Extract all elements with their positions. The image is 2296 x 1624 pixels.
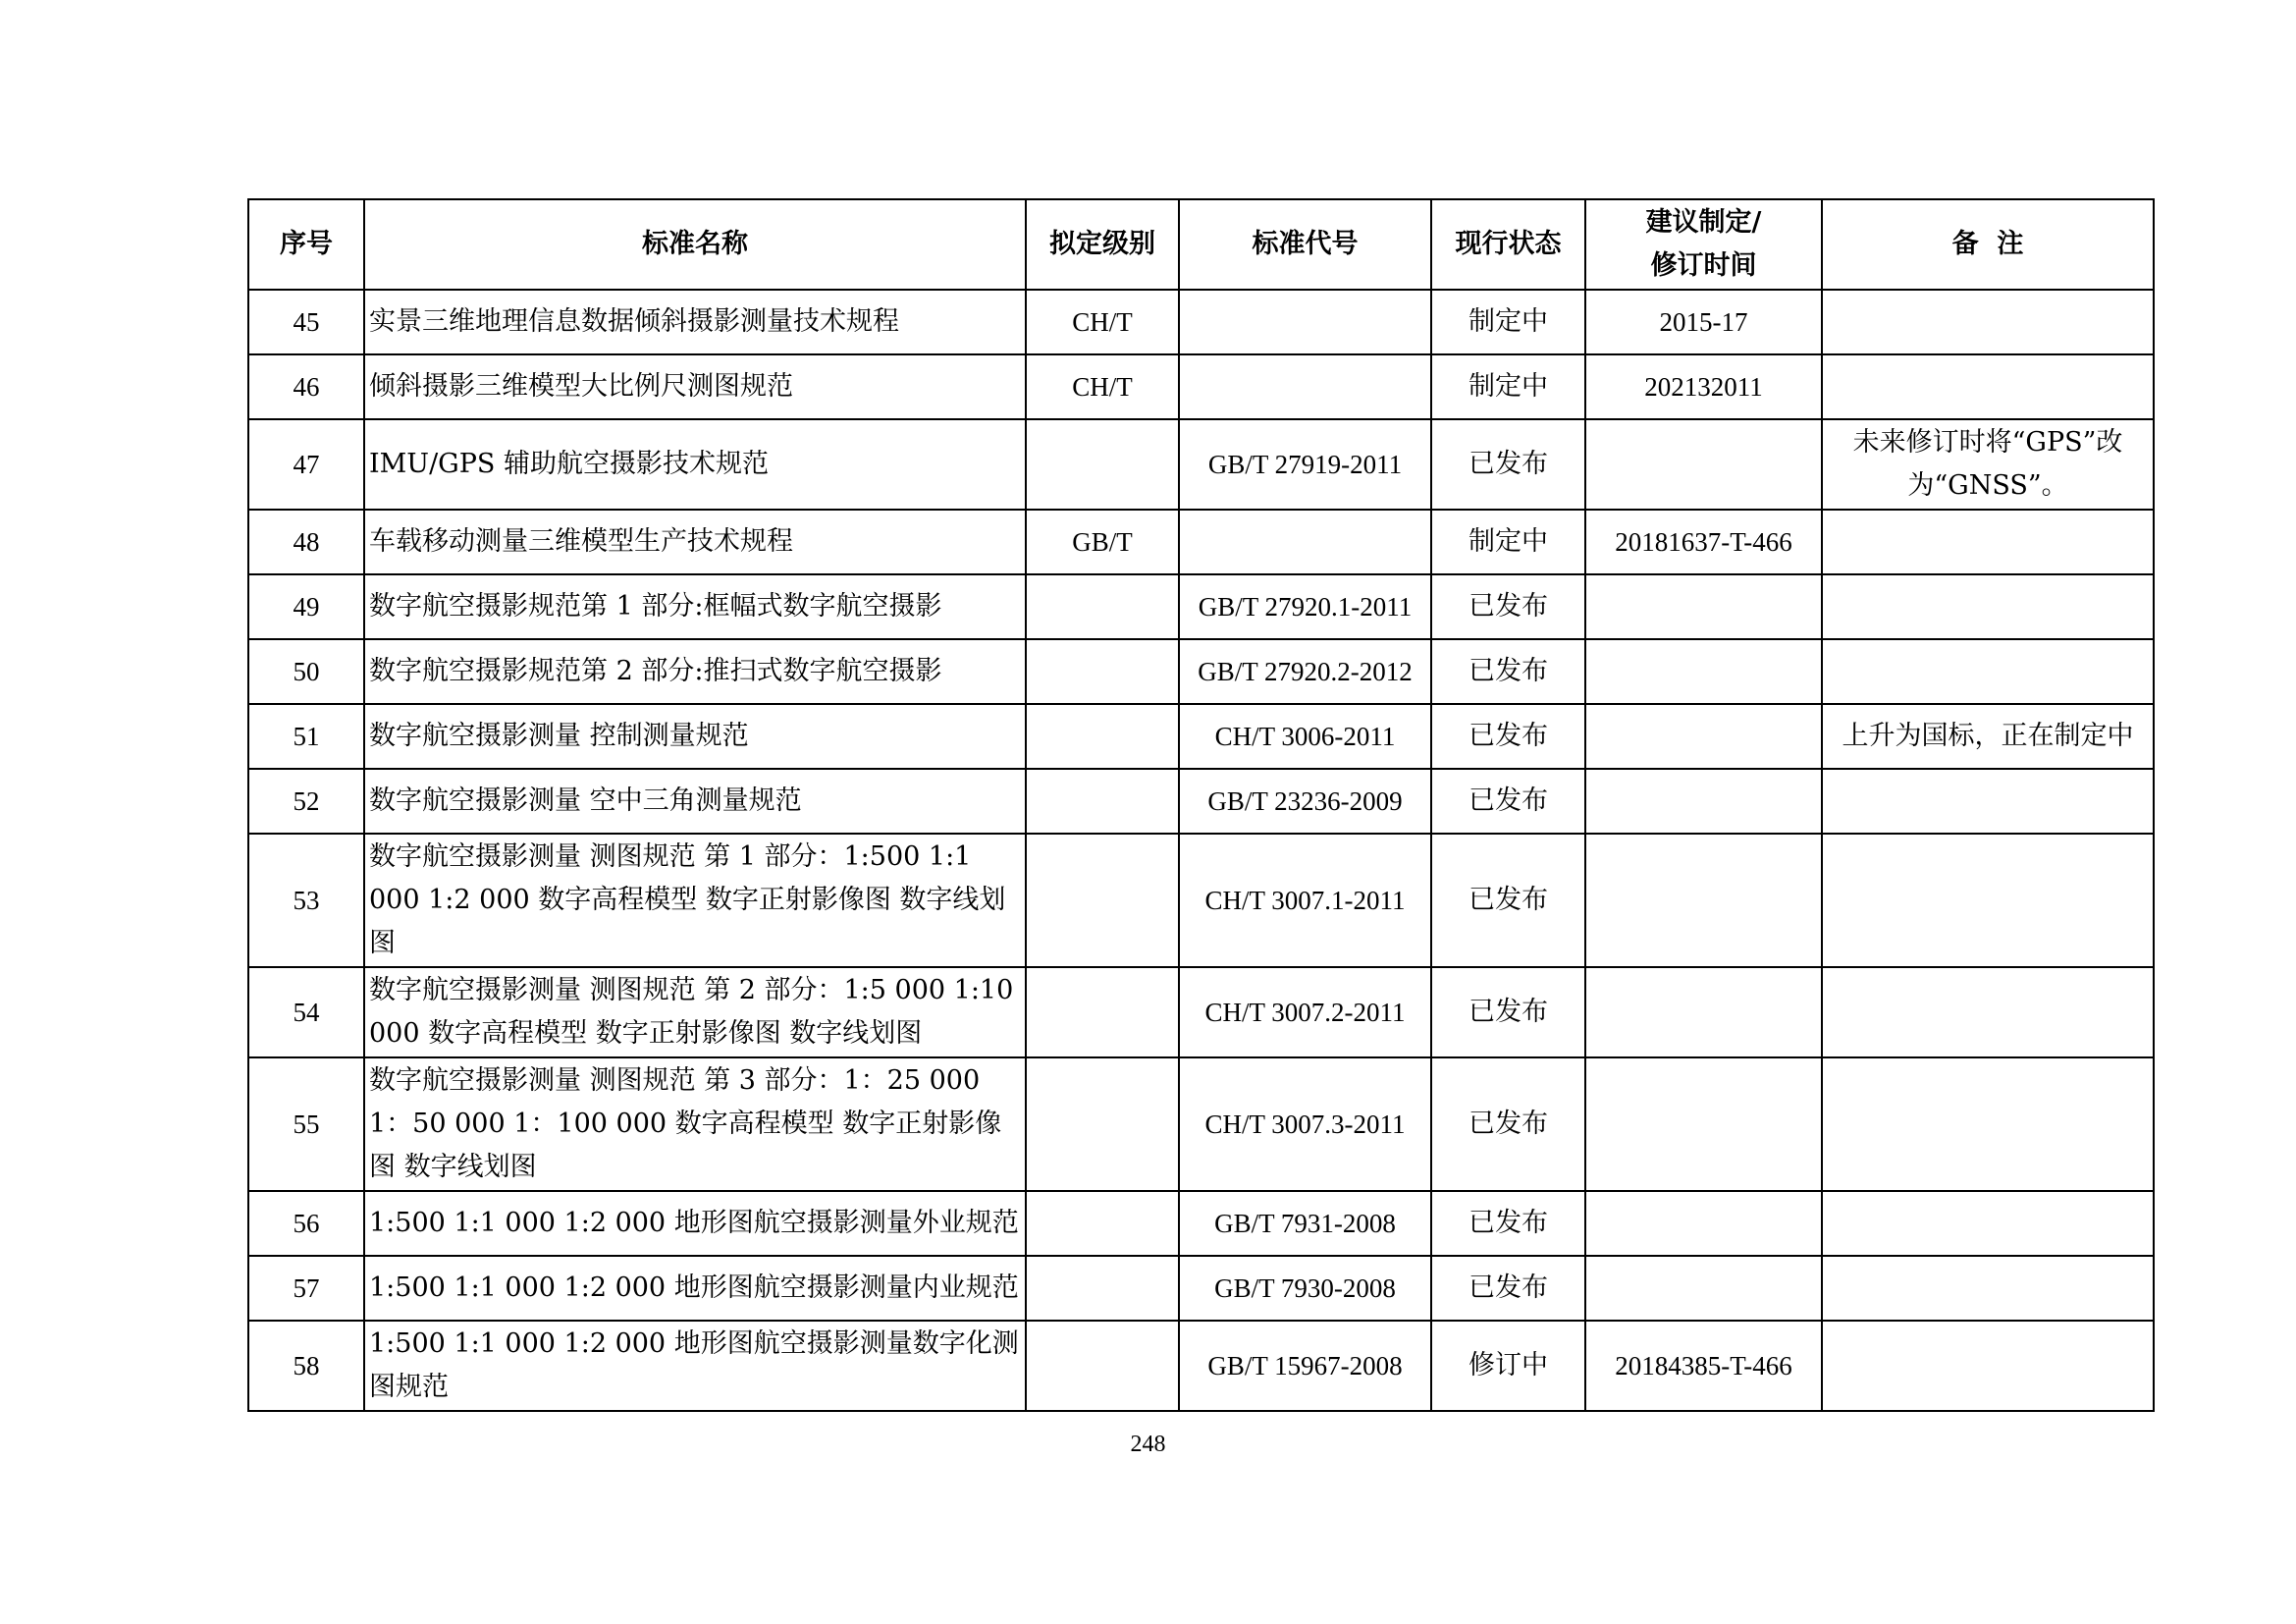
revision-time-cell: [1585, 419, 1822, 510]
table-row: [248, 1256, 2154, 1321]
revision-time-cell: [1585, 834, 1822, 967]
remark-cell: [1822, 290, 2154, 354]
row-number-cell: 55: [248, 1057, 364, 1191]
standard-code-cell: GB/T 27920.1-2011: [1179, 574, 1431, 639]
table-row: [248, 510, 2154, 574]
remark-cell: [1822, 574, 2154, 639]
revision-time-cell: 2015-17: [1585, 290, 1822, 354]
standards-table: [247, 198, 2155, 1412]
standard-level-cell: CH/T: [1026, 290, 1179, 354]
standard-name-cell: 数字航空摄影测量 测图规范 第 2 部分：1:5 000 1:10 000 数字高程模型 数字正射影像图 数字线划图: [364, 967, 1026, 1057]
remark-cell: 上升为国标，正在制定中: [1822, 704, 2154, 769]
row-number-cell: 50: [248, 639, 364, 704]
standard-level-cell: GB/T: [1026, 510, 1179, 574]
header-remark: 备 注: [1822, 199, 2154, 290]
remark-cell: 未来修订时将“GPS”改为“GNSS”。: [1822, 419, 2154, 510]
row-number-cell: 54: [248, 967, 364, 1057]
current-status-cell: 已发布: [1431, 419, 1585, 510]
table-body: [248, 290, 2154, 1411]
remark-cell: [1822, 1321, 2154, 1411]
current-status-cell: 已发布: [1431, 834, 1585, 967]
remark-cell: [1822, 967, 2154, 1057]
row-number-cell: 45: [248, 290, 364, 354]
row-number-cell: 58: [248, 1321, 364, 1411]
header-name: 标准名称: [364, 199, 1026, 290]
row-number-cell: 51: [248, 704, 364, 769]
standard-name-cell: 数字航空摄影测量 测图规范 第 3 部分：1：25 000 1：50 000 1：100 000 数字高程模型 数字正射影像图 数字线划图: [364, 1057, 1026, 1191]
header-time-line2: 修订时间: [1650, 250, 1757, 281]
table-row: [248, 967, 2154, 1057]
revision-time-cell: 20184385-T-466: [1585, 1321, 1822, 1411]
standard-level-cell: [1026, 1191, 1179, 1256]
revision-time-cell: [1585, 1191, 1822, 1256]
row-number-cell: 48: [248, 510, 364, 574]
remark-cell: [1822, 639, 2154, 704]
standard-level-cell: [1026, 1057, 1179, 1191]
current-status-cell: 制定中: [1431, 290, 1585, 354]
standard-code-cell: GB/T 27919-2011: [1179, 419, 1431, 510]
row-number-cell: 52: [248, 769, 364, 834]
table-row: [248, 1057, 2154, 1191]
standard-name-cell: 实景三维地理信息数据倾斜摄影测量技术规程: [364, 290, 1026, 354]
table-header-row: [248, 199, 2154, 290]
remark-cell: [1822, 769, 2154, 834]
current-status-cell: 已发布: [1431, 704, 1585, 769]
standard-level-cell: [1026, 1256, 1179, 1321]
standard-name-cell: 数字航空摄影测量 控制测量规范: [364, 704, 1026, 769]
table-row: [248, 1191, 2154, 1256]
standard-name-cell: 数字航空摄影规范第 1 部分:框幅式数字航空摄影: [364, 574, 1026, 639]
standard-code-cell: CH/T 3007.1-2011: [1179, 834, 1431, 967]
revision-time-cell: [1585, 1256, 1822, 1321]
header-time: [1585, 199, 1822, 290]
standard-code-cell: CH/T 3007.3-2011: [1179, 1057, 1431, 1191]
standard-level-cell: [1026, 704, 1179, 769]
revision-time-cell: 20181637-T-466: [1585, 510, 1822, 574]
table-row: [248, 769, 2154, 834]
standard-code-cell: GB/T 7930-2008: [1179, 1256, 1431, 1321]
standard-code-cell: [1179, 354, 1431, 419]
page-number: 248: [1130, 1432, 1166, 1457]
revision-time-cell: [1585, 639, 1822, 704]
standard-code-cell: CH/T 3007.2-2011: [1179, 967, 1431, 1057]
row-number-cell: 56: [248, 1191, 364, 1256]
header-level: 拟定级别: [1026, 199, 1179, 290]
remark-cell: [1822, 1256, 2154, 1321]
table-row: [248, 639, 2154, 704]
current-status-cell: 制定中: [1431, 354, 1585, 419]
standard-code-cell: CH/T 3006-2011: [1179, 704, 1431, 769]
standard-name-cell: 数字航空摄影测量 测图规范 第 1 部分：1:500 1:1 000 1:2 000 数字高程模型 数字正射影像图 数字线划图: [364, 834, 1026, 967]
standard-name-cell: 数字航空摄影规范第 2 部分:推扫式数字航空摄影: [364, 639, 1026, 704]
standard-code-cell: [1179, 290, 1431, 354]
current-status-cell: 已发布: [1431, 769, 1585, 834]
remark-cell: [1822, 510, 2154, 574]
current-status-cell: 修订中: [1431, 1321, 1585, 1411]
remark-cell: [1822, 1057, 2154, 1191]
current-status-cell: 已发布: [1431, 639, 1585, 704]
remark-cell: [1822, 834, 2154, 967]
standard-level-cell: [1026, 967, 1179, 1057]
row-number-cell: 49: [248, 574, 364, 639]
table-row: [248, 290, 2154, 354]
row-number-cell: 57: [248, 1256, 364, 1321]
row-number-cell: 53: [248, 834, 364, 967]
header-status: 现行状态: [1431, 199, 1585, 290]
current-status-cell: 已发布: [1431, 574, 1585, 639]
current-status-cell: 制定中: [1431, 510, 1585, 574]
revision-time-cell: [1585, 1057, 1822, 1191]
standard-code-cell: [1179, 510, 1431, 574]
header-no: 序号: [248, 199, 364, 290]
table-row: [248, 419, 2154, 510]
header-time-line1: 建议制定/: [1645, 207, 1762, 238]
standard-name-cell: 数字航空摄影测量 空中三角测量规范: [364, 769, 1026, 834]
standard-name-cell: 1:500 1:1 000 1:2 000 地形图航空摄影测量内业规范: [364, 1256, 1026, 1321]
standard-level-cell: [1026, 769, 1179, 834]
standard-code-cell: GB/T 27920.2-2012: [1179, 639, 1431, 704]
revision-time-cell: [1585, 704, 1822, 769]
standard-name-cell: 车载移动测量三维模型生产技术规程: [364, 510, 1026, 574]
standard-level-cell: [1026, 574, 1179, 639]
table-row: [248, 704, 2154, 769]
standard-level-cell: [1026, 419, 1179, 510]
standard-name-cell: 倾斜摄影三维模型大比例尺测图规范: [364, 354, 1026, 419]
standard-code-cell: GB/T 7931-2008: [1179, 1191, 1431, 1256]
standard-name-cell: 1:500 1:1 000 1:2 000 地形图航空摄影测量外业规范: [364, 1191, 1026, 1256]
current-status-cell: 已发布: [1431, 1057, 1585, 1191]
revision-time-cell: [1585, 574, 1822, 639]
standard-name-cell: 1:500 1:1 000 1:2 000 地形图航空摄影测量数字化测图规范: [364, 1321, 1026, 1411]
header-code: 标准代号: [1179, 199, 1431, 290]
current-status-cell: 已发布: [1431, 1191, 1585, 1256]
revision-time-cell: [1585, 769, 1822, 834]
current-status-cell: 已发布: [1431, 1256, 1585, 1321]
revision-time-cell: 202132011: [1585, 354, 1822, 419]
current-status-cell: 已发布: [1431, 967, 1585, 1057]
standard-name-cell: IMU/GPS 辅助航空摄影技术规范: [364, 419, 1026, 510]
table-row: [248, 1321, 2154, 1411]
standard-level-cell: CH/T: [1026, 354, 1179, 419]
standard-level-cell: [1026, 1321, 1179, 1411]
standard-code-cell: GB/T 15967-2008: [1179, 1321, 1431, 1411]
remark-cell: [1822, 1191, 2154, 1256]
remark-cell: [1822, 354, 2154, 419]
row-number-cell: 46: [248, 354, 364, 419]
standard-level-cell: [1026, 639, 1179, 704]
table-row: [248, 834, 2154, 967]
table-row: [248, 574, 2154, 639]
row-number-cell: 47: [248, 419, 364, 510]
table-row: [248, 354, 2154, 419]
revision-time-cell: [1585, 967, 1822, 1057]
standard-code-cell: GB/T 23236-2009: [1179, 769, 1431, 834]
standard-level-cell: [1026, 834, 1179, 967]
